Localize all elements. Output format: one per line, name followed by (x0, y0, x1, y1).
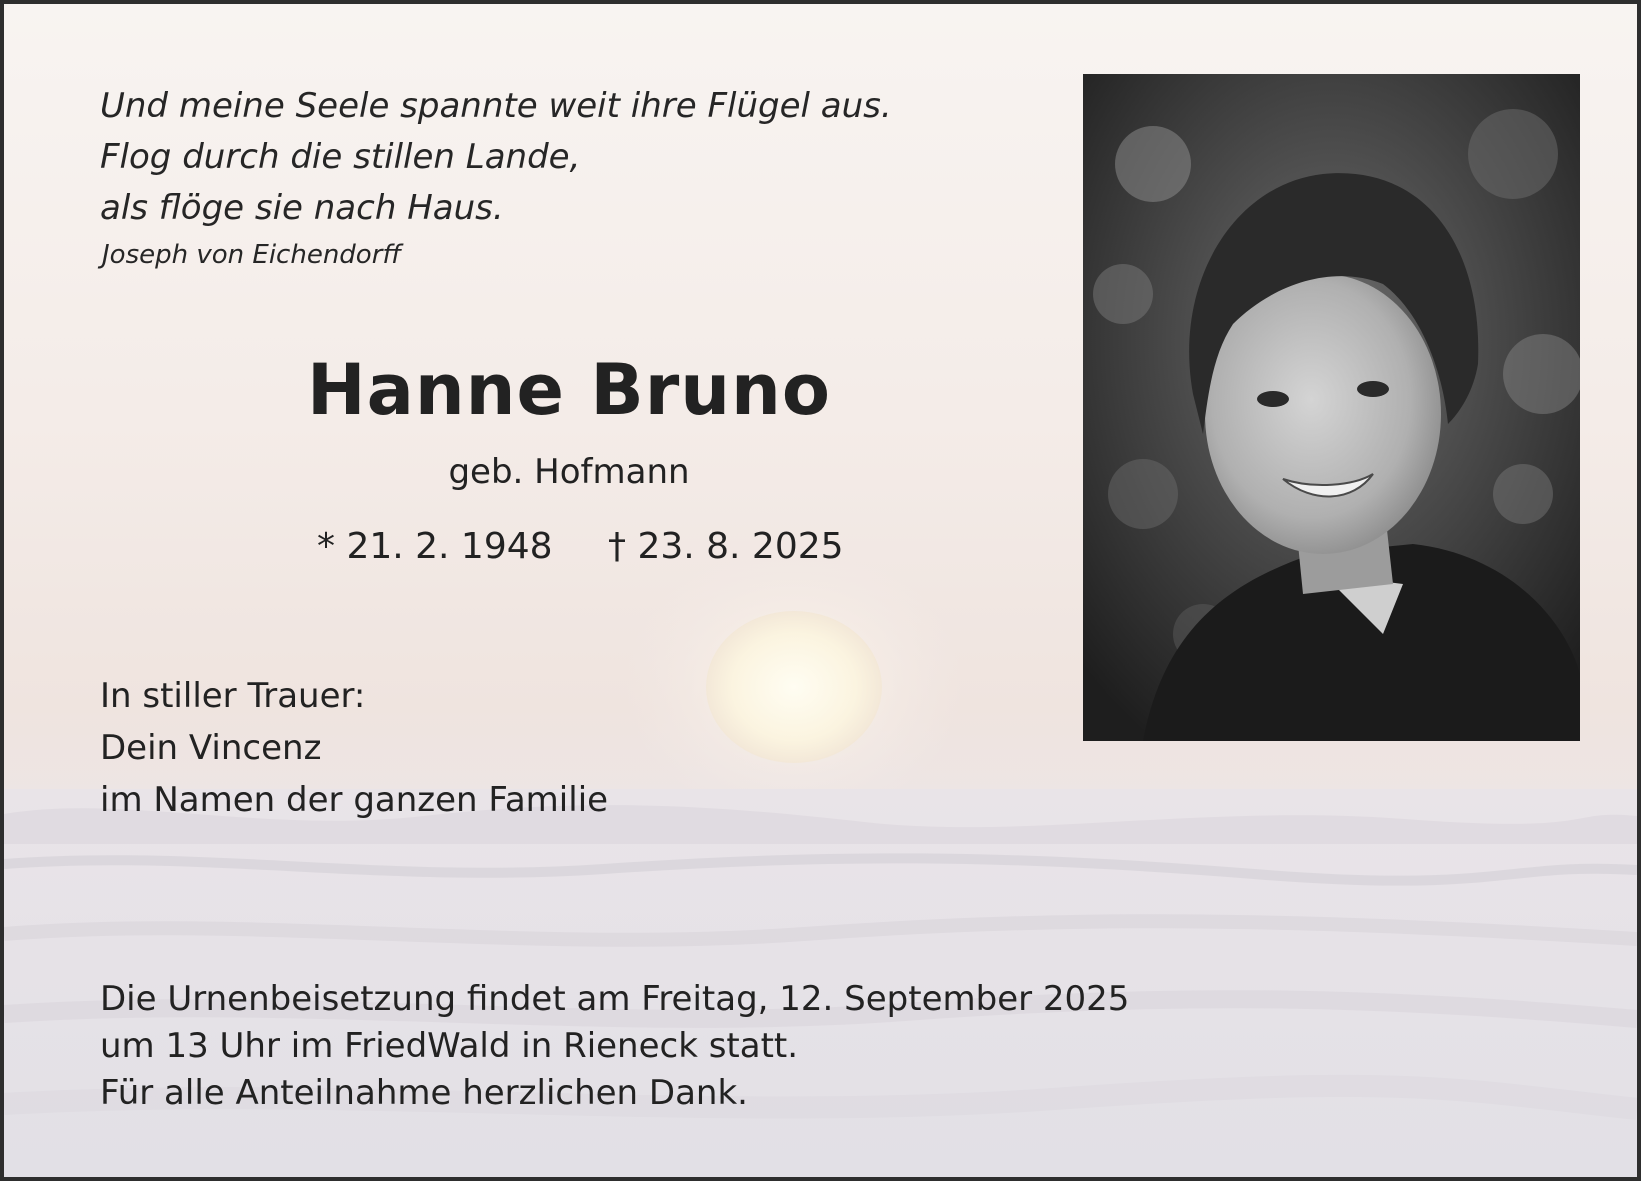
funeral-line-1: Die Urnenbeisetzung findet am Freitag, 12. September 2025 (100, 979, 1130, 1019)
mourners-line-2: Dein Vincenz (100, 728, 322, 768)
maiden-name: geb. Hofmann (448, 452, 690, 492)
sun-icon (706, 611, 882, 763)
portrait-image (1083, 74, 1580, 741)
funeral-line-3: Für alle Anteilnahme herzlichen Dank. (100, 1073, 748, 1113)
poem-author: Joseph von Eichendorff (102, 240, 402, 270)
deceased-name: Hanne Bruno (307, 349, 831, 431)
birth-date: * 21. 2. 1948 (317, 526, 553, 567)
mourners-line-3: im Namen der ganzen Familie (100, 780, 609, 820)
death-date: † 23. 8. 2025 (608, 526, 844, 567)
portrait-photo (1083, 74, 1580, 741)
poem-line-3: als flöge sie nach Haus. (100, 188, 504, 228)
mourners-line-1: In stiller Trauer: (100, 676, 366, 716)
poem-line-1: Und meine Seele spannte weit ihre Flügel aus. (100, 86, 892, 126)
poem-line-2: Flog durch die stillen Lande, (100, 137, 581, 177)
funeral-line-2: um 13 Uhr im FriedWald in Rieneck statt. (100, 1026, 799, 1066)
